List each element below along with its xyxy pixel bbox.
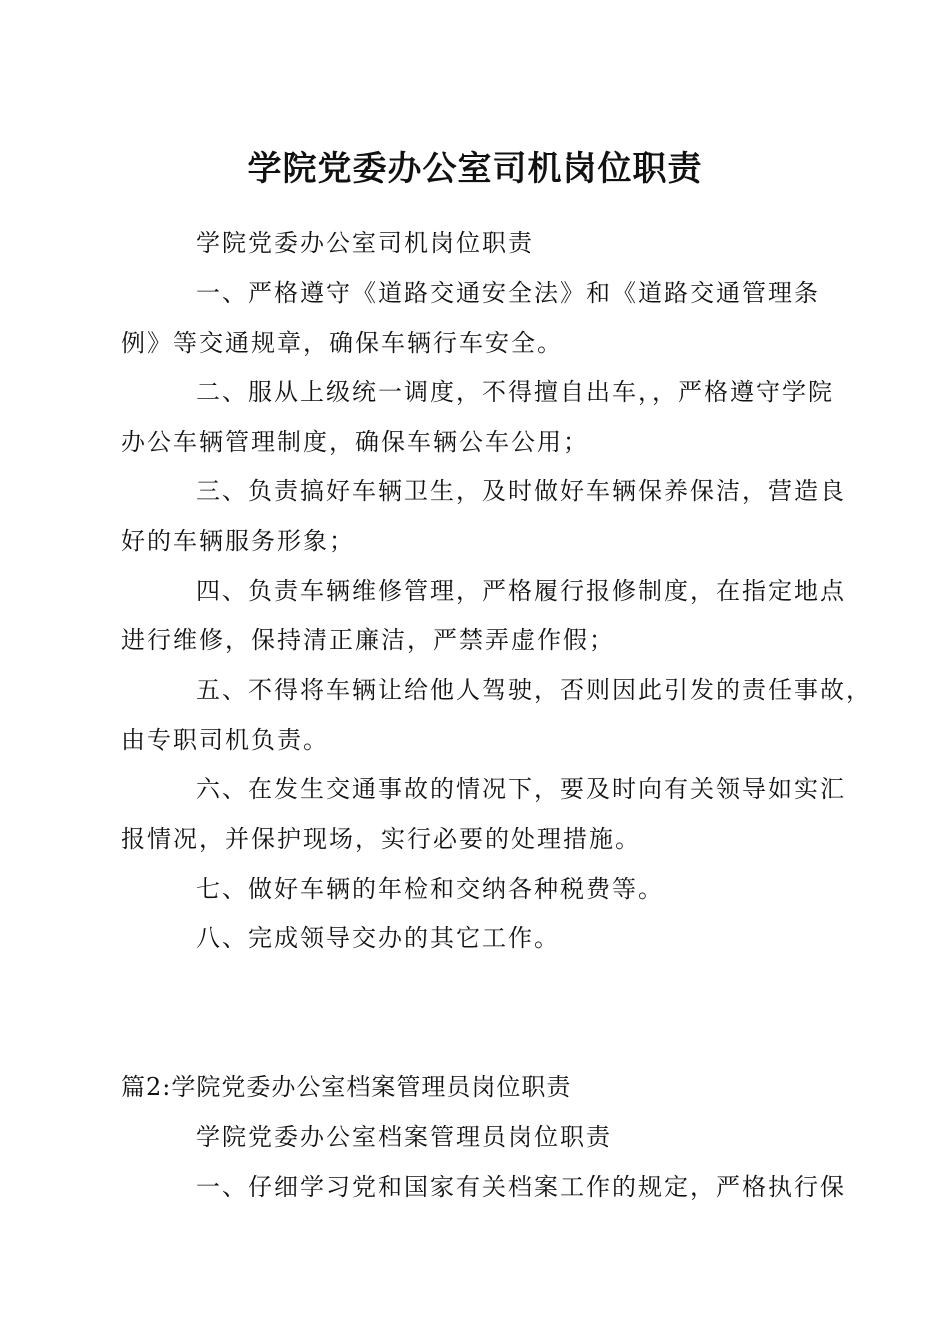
- document-title: 学院党委办公室司机岗位职责: [247, 149, 703, 189]
- paragraph-line: 报情况，并保护现场，实行必要的处理措施。: [121, 825, 641, 853]
- paragraph-line: 例》等交通规章，确保车辆行车安全。: [121, 329, 563, 357]
- paragraph-line: 好的车辆服务形象；: [121, 527, 355, 555]
- paragraph-line: 一、仔细学习党和国家有关档案工作的规定，严格执行保: [196, 1173, 846, 1201]
- paragraph-line: 一、严格遵守《道路交通安全法》和《道路交通管理条: [196, 279, 820, 307]
- section-heading: 篇2:学院党委办公室档案管理员岗位职责: [121, 1073, 572, 1101]
- paragraph-line: 办公车辆管理制度，确保车辆公车公用；: [121, 428, 589, 456]
- paragraph-line: 四、负责车辆维修管理，严格履行报修制度，在指定地点: [196, 577, 846, 605]
- subtitle-line: 学院党委办公室司机岗位职责: [196, 229, 534, 257]
- paragraph-line: 六、在发生交通事故的情况下，要及时向有关领导如实汇: [196, 775, 846, 803]
- paragraph-line: 由专职司机负责。: [121, 726, 329, 754]
- section-subtitle-line: 学院党委办公室档案管理员岗位职责: [196, 1123, 612, 1151]
- paragraph-line: 二、服从上级统一调度，不得擅自出车，，严格遵守学院: [196, 378, 834, 406]
- paragraph-line: 七、做好车辆的年检和交纳各种税费等。: [196, 875, 664, 903]
- paragraph-line: 八、完成领导交办的其它工作。: [196, 924, 560, 952]
- paragraph-line: 三、负责搞好车辆卫生，及时做好车辆保养保洁，营造良: [196, 477, 846, 505]
- paragraph-line: 进行维修，保持清正廉洁，严禁弄虚作假；: [121, 626, 615, 654]
- paragraph-line: 五、不得将车辆让给他人驾驶，否则因此引发的责任事故，: [196, 676, 872, 704]
